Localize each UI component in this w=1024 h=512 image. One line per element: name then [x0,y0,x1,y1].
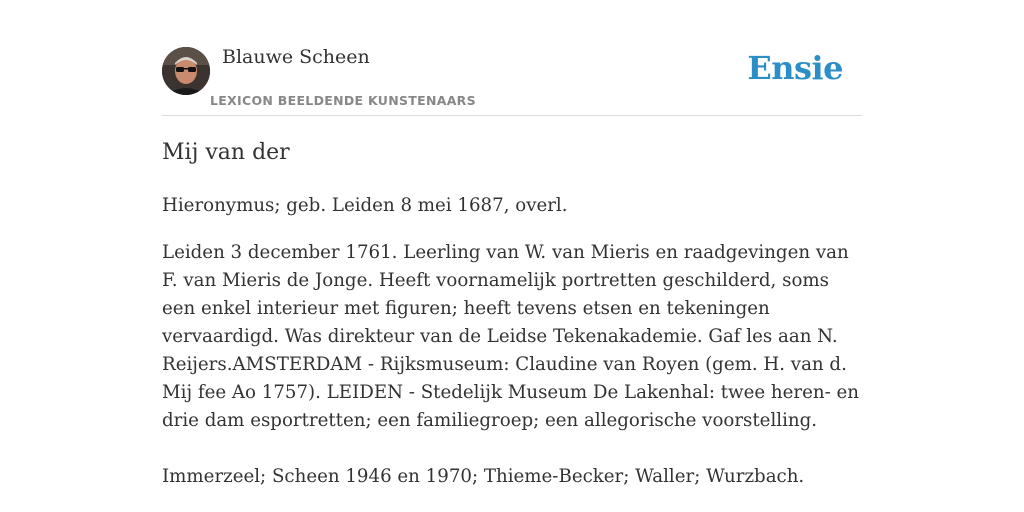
brand-logo[interactable]: Ensie [747,49,843,87]
lexicon-subtitle[interactable]: LEXICON BEELDENDE KUNSTENAARS [210,93,476,108]
author-name[interactable]: Blauwe Scheen [222,46,370,68]
avatar-image [162,47,210,95]
article-sources: Immerzeel; Scheen 1946 en 1970; Thieme-Becker; Waller; Wurzbach. [162,466,805,487]
article-paragraph: Hieronymus; geb. Leiden 8 mei 1687, overl. [162,195,568,216]
header [162,46,862,116]
article-paragraph: Leiden 3 december 1761. Leerling van W. van Mieris en raadgevingen van F. van Mieris de Jonge. Heeft voornamelijk portretten geschilderd, soms een enkel interieur met figuren; heeft tevens etsen en tekeningen vervaardigd. Was direkteur van de Leidse Tekenakademie. Gaf les aan N. Reijers.AMSTERDAM - Rijksmuseum: Claudine van Royen (gem. H. van d. Mij fee Ao 1757). LEIDEN - Stedelijk Museum De Lakenhal: twee heren- en drie dam esportretten; een familiegroep; een allegorische voorstelling. [162,242,859,431]
author-avatar[interactable] [162,47,210,95]
article-title: Mij van der [162,140,290,165]
